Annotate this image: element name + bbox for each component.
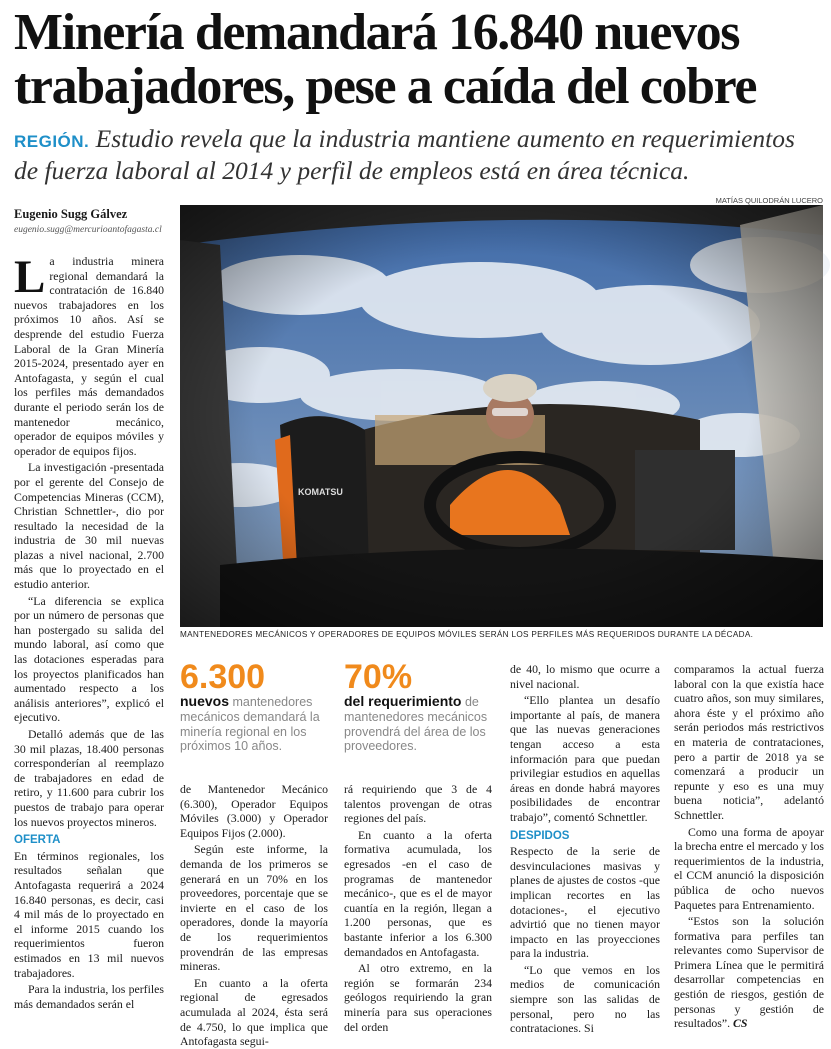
column-3 bbox=[344, 782, 492, 1032]
paragraph: Para la industria, los perfiles más demandados serán el bbox=[14, 982, 164, 1011]
column-4 bbox=[510, 662, 660, 1036]
paragraph: Como una forma de apoyar la brecha entre el mercado y los requerimientos de la industria, el CCM anunció la disposición pública de ocho nuevos Paquetes para Entrenamiento. bbox=[674, 824, 825, 912]
paragraph-text: “Estos son la solución formativa para perfiles tan relevantes como Supervisor de Primera Línea que le permitirá desarrollar competencias en gestión de riesgos, gestión de personas y gestión de resultados”. bbox=[674, 914, 824, 1031]
paragraph: En cuanto a la oferta formativa acumulada, los egresados -en el caso de programas de mantenedor mecánico-, que es el de mayor cuantía en la región, llegan a 1.200 personas, que es bastante inferior a los 6.300 demandados en Antofagasta. bbox=[344, 827, 492, 959]
column-1 bbox=[14, 251, 164, 1029]
column-5 bbox=[674, 662, 824, 1032]
deck-text: Estudio revela que la industria mantiene aumento en requerimientos de fuerza laboral al 2014 y perfil de empleos está en área técnica. bbox=[14, 124, 795, 185]
paragraph: Detalló además que de las 30 mil plazas, 18.400 personas corresponderían al reemplazo de trabajadores en edad de retiro, y 11.600 para cubrir los puestos de trabajo para operar los nuevos proyectos mineros. bbox=[14, 727, 164, 829]
paragraph: “La diferencia se explica por un número de personas que han postergado su salida del mundo laboral, así como que las dotaciones esperadas para los proyectos planificados han aumentado respecto a los análisis anteriores”, explicó el ejecutivo. bbox=[14, 593, 164, 725]
headline: Minería demandará 16.840 nuevos trabajadores, pese a caída del cobre bbox=[14, 4, 757, 115]
stat-text bbox=[180, 694, 330, 754]
paragraph: La investigación -presentada por el gerente del Consejo de Competencias Mineras (CCM), Christian Schnettler-, dio por resultado la necesidad de la industria de 30 mil nuevas plazas a nivel nacional, 2.700 más que lo proyectado en el estudio anterior. bbox=[14, 460, 164, 592]
column-2 bbox=[180, 782, 328, 1049]
paragraph: “Ello plantea un desafío importante al país, de manera que las nuevas generaciones tengan acceso a esta información para que puedan privilegiar estudios en aquellas áreas en donde habrá mayores posibilidades de encontrar trabajo”, comentó Schnettler. bbox=[510, 693, 660, 824]
photo-caption: MANTENEDORES MECÁNICOS Y OPERADORES DE EQUIPOS MÓVILES SERÁN LOS PERFILES MÁS REQUERIDOS DURANTE LA DÉCADA. bbox=[180, 630, 754, 639]
stat-body: mantenedores mecánicos demandará la minería regional en los próximos 10 años. bbox=[180, 695, 320, 754]
stat-number: 6.300 bbox=[180, 658, 266, 696]
section-tag: REGIÓN. bbox=[14, 132, 90, 151]
subheading-oferta: OFERTA bbox=[14, 834, 61, 847]
paragraph: comparamos la actual fuerza laboral con la que existía hace cuatro años, son muy similares, ahora éste y el próximo año serán periodos más restrictivos en materia de contrataciones, pero a partir de 2018 ya se comenzará a producir un repunte y eso es una muy buena noticia”, adelantó Schnettler. bbox=[674, 662, 824, 822]
photo-illustration bbox=[180, 205, 823, 627]
paragraph: Respecto de la serie de desvinculaciones masivas y planes de ajustes de costos -que implican recortes en las dotaciones-, el ejecutivo advirtió que no tienen mayor impacto en las proyecciones para la industria. bbox=[510, 844, 660, 961]
vignette bbox=[180, 205, 823, 627]
paragraph: de 40, lo mismo que ocurre a nivel nacional. bbox=[510, 662, 660, 691]
stat-number: 70% bbox=[344, 658, 413, 696]
deck bbox=[14, 124, 814, 185]
end-mark: CS bbox=[732, 1016, 748, 1031]
stat-body: de mantenedores mecánicos provendrá del área de los proveedores. bbox=[344, 695, 488, 754]
paragraph: En términos regionales, los resultados señalan que Antofagasta requerirá a 2024 16.840 personas, es decir, casi 4 mil más de lo proyectado en el informe 2015 cuando los requerimientos fueron estimados en 13 mil nuevos trabajadores. bbox=[14, 848, 164, 980]
stat-box-1 bbox=[180, 660, 330, 754]
paragraph bbox=[674, 914, 824, 1031]
author-email: eugenio.sugg@mercurioantofagasta.cl bbox=[14, 225, 162, 235]
paragraph: “Lo que vemos en los medios de comunicación siempre son las salidas de personal, pero no las contrataciones. Si bbox=[510, 962, 660, 1036]
article-photo bbox=[180, 205, 823, 627]
paragraph: rá requiriendo que 3 de 4 talentos provengan de otras regiones del país. bbox=[344, 782, 492, 826]
subheading-despidos: DESPIDOS bbox=[510, 829, 570, 842]
stat-box-2 bbox=[344, 660, 494, 754]
stat-text bbox=[344, 694, 494, 754]
paragraph: de Mantenedor Mecánico (6.300), Operador Equipos Móviles (3.000) y Operador Equipos Fijos (2.000). bbox=[180, 782, 328, 840]
stat-lead: nuevos bbox=[180, 693, 230, 709]
paragraph: Al otro extremo, en la región se formarán 234 geólogos requiriendo la gran minería para sus operaciones del orden bbox=[344, 961, 492, 1034]
paragraph-text: a industria minera regional demandará la contratación de 16.840 nuevos trabajadores en los próximos 10 años. Así se desprende del estudio Fuerza Laboral de la Gran Minería 2015-2024, presentado ayer en Antofagasta, y según el cual los perfiles más demandados durante el periodo serán los de mantenedor mecánico, operador de equipos móviles y operador de equipos fijos. bbox=[14, 254, 164, 458]
author-name: Eugenio Sugg Gálvez bbox=[14, 207, 128, 221]
stat-lead: del requerimiento bbox=[344, 693, 462, 709]
photo-credit: MATÍAS QUILODRÁN LUCERO bbox=[715, 196, 823, 205]
paragraph: Según este informe, la demanda de los primeros se generará en un 70% en los proveedores, porcentaje que se invierte en el caso de los operadores, donde la mayoría de los requerimientos provendrán de las empresas mineras. bbox=[180, 842, 328, 974]
paragraph bbox=[14, 251, 164, 458]
drop-cap: L bbox=[14, 251, 46, 303]
paragraph: En cuanto a la oferta regional de egresados acumulada al 2024, ésta será de 4.750, lo que implica que Antofagasta segui- bbox=[180, 975, 328, 1049]
